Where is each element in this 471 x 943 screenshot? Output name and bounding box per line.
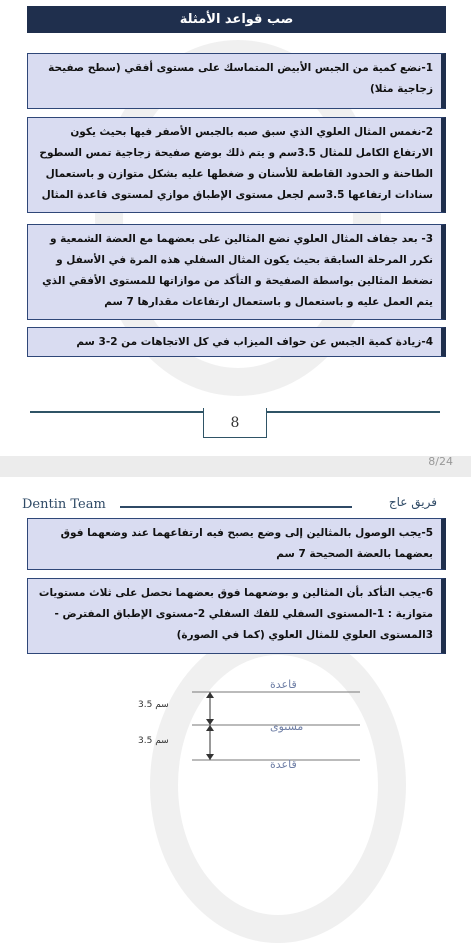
header-line bbox=[120, 506, 352, 508]
step-4-box bbox=[27, 327, 446, 357]
dimension-bottom: 3.5 سم bbox=[138, 736, 169, 746]
step-4-text: 4-زيادة كمية الجبس عن حواف الميزاب في كل الاتجاهات من 2-3 سم bbox=[76, 336, 433, 348]
arrow-up-icon bbox=[206, 725, 214, 731]
step-6-box bbox=[27, 578, 446, 654]
document-page-1 bbox=[0, 0, 471, 456]
page-gap bbox=[0, 456, 471, 477]
team-name-arabic: فريق عاج bbox=[388, 495, 437, 509]
page-counter: 8/24 bbox=[428, 455, 453, 468]
step-1-box bbox=[27, 53, 446, 109]
step-5-text: 5-يجب الوصول بالمثالين إلى وضع يصبح فيه ارتفاعهما عند وضعهما فوق بعضهما بالعضة الصحيحة 7 سم bbox=[60, 527, 433, 560]
step-3-text: 3- بعد جفاف المثال العلوي نضع المثالين على بعضهما مع العضة الشمعية و نكرر المرحلة السابقة بحيث يكون المثال السفلي هذه المرة في الأسفل و نضغط المثالين بواسطة الصفيحة و التأكد من موازاتها للمستوى الأفقي الذي يتم العمل عليه و باستعمال و باستعمال ارتفاعات مقدارها 7 سم bbox=[42, 233, 433, 308]
step-3-box bbox=[27, 224, 446, 320]
team-name-english: Dentin Team bbox=[22, 497, 106, 512]
arrow-down-icon bbox=[206, 719, 214, 725]
diagram-lines bbox=[130, 670, 360, 780]
label-top-base: قاعدة bbox=[270, 678, 297, 691]
step-2-text: 2-نغمس المثال العلوي الذي سبق صبه بالجبس الأصفر فيها بحيث يكون الارتفاع الكامل للمثال 3.5سم و يتم ذلك بوضع صفيحة زجاجية تمس السطوح الطاحنة و الحدود القاطعة للأسنان و ضغطها عليه بشكل متوازن و باستعمال سنادات ارتفاعها 3.5سم لجعل مستوى الإطباق موازي لمستوى قاعدة المثال bbox=[39, 126, 433, 201]
section-title: صب قواعد الأمثلة bbox=[27, 6, 446, 33]
occlusal-planes-diagram bbox=[130, 670, 360, 780]
step-2-box bbox=[27, 117, 446, 213]
step-1-text: 1-نضع كمية من الجبس الأبيض المتماسك على مستوى أفقي (سطح صفيحة زجاجية مثلا) bbox=[48, 62, 433, 95]
dimension-top: 3.5 سم bbox=[138, 700, 169, 710]
step-6-text: 6-يجب التأكد بأن المثالين و بوضعهما فوق بعضهما نحصل على ثلاث مستويات متوازية : 1-المستوى السفلي للفك السفلي 2-مستوى الإطباق المفترض - 3المستوى العلوي للمثال العلوي (كما في الصورة) bbox=[38, 587, 433, 641]
arrow-up-icon bbox=[206, 692, 214, 698]
page-number: 8 bbox=[203, 408, 267, 438]
step-5-box bbox=[27, 518, 446, 570]
label-occlusal-plane: مستوى bbox=[270, 720, 304, 733]
label-bottom-base: قاعدة bbox=[270, 758, 297, 771]
arrow-down-icon bbox=[206, 754, 214, 760]
